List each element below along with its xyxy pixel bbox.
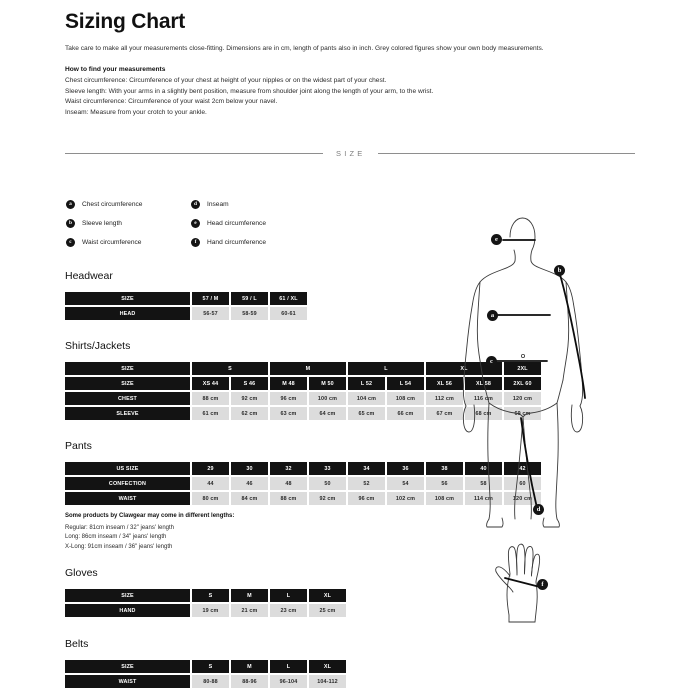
headwear-title: Headwear — [65, 270, 113, 282]
how-to-line-inseam: Inseam: Measure from your crotch to your ankle. — [65, 109, 207, 116]
table-row — [65, 675, 346, 688]
table-row — [65, 589, 346, 602]
pants-confection-6: 56 — [426, 477, 463, 490]
belts-title: Belts — [65, 638, 89, 650]
headwear-size-0: 57 / M — [192, 292, 229, 305]
shirts-group-xl: XL — [426, 362, 502, 375]
shirts-chest-6: 112 cm — [426, 392, 463, 405]
hand-diagram — [485, 540, 565, 635]
headwear-table — [63, 290, 309, 322]
page-header — [65, 10, 635, 119]
marker-a-icon: a — [66, 200, 75, 209]
shirts-size-0: XS 44 — [192, 377, 229, 390]
shirts-group-2xl: 2XL — [504, 362, 541, 375]
pants-confection-2: 48 — [270, 477, 307, 490]
shirts-size-6: XL 56 — [426, 377, 463, 390]
legend-column-1 — [66, 200, 191, 247]
pants-confection-0: 44 — [192, 477, 229, 490]
pants-waist-7: 114 cm — [465, 492, 502, 505]
shirts-size-4: L 52 — [348, 377, 385, 390]
gloves-hand-3: 25 cm — [309, 604, 346, 617]
shirts-title: Shirts/Jackets — [65, 340, 131, 352]
legend-label-chest: Chest circumference — [82, 201, 143, 208]
shirts-group-l: L — [348, 362, 424, 375]
legend-label-waist: Waist circumference — [82, 239, 142, 246]
shirts-chest-1: 92 cm — [231, 392, 268, 405]
shirts-sleeve-1: 62 cm — [231, 407, 268, 420]
pants-size-label: US SIZE — [65, 462, 190, 475]
gloves-hand-2: 23 cm — [270, 604, 307, 617]
shirts-size-label: SIZE — [65, 362, 190, 375]
pants-waist-2: 88 cm — [270, 492, 307, 505]
hand-outline-icon — [485, 540, 565, 630]
shirts-chest-8: 120 cm — [504, 392, 541, 405]
shirts-chest-2: 96 cm — [270, 392, 307, 405]
gloves-hand-1: 21 cm — [231, 604, 268, 617]
marker-f-icon: f — [191, 238, 200, 247]
pants-size-3: 33 — [309, 462, 346, 475]
pants-waist-6: 108 cm — [426, 492, 463, 505]
legend-item-sleeve — [66, 219, 191, 228]
pants-row-label-confection: CONFECTION — [65, 477, 190, 490]
page-title: Sizing Chart — [65, 10, 186, 33]
gloves-size-0: S — [192, 589, 229, 602]
lengths-note-title: Some products by Clawgear may come in different lengths: — [65, 513, 235, 519]
table-row — [65, 660, 346, 673]
how-to-find-block — [65, 66, 635, 119]
pants-size-0: 29 — [192, 462, 229, 475]
marker-b-icon: b — [66, 219, 75, 228]
pants-title: Pants — [65, 440, 92, 452]
belts-waist-2: 96-104 — [270, 675, 307, 688]
pants-confection-8: 60 — [504, 477, 541, 490]
legend-item-head — [191, 219, 266, 228]
how-to-line-waist: Waist circumference: Circumference of your waist 2cm below your navel. — [65, 98, 278, 106]
legend-item-hand — [191, 238, 266, 247]
shirts-sleeve-2: 63 cm — [270, 407, 307, 420]
headwear-head-2: 60-61 — [270, 307, 307, 320]
body-outline-icon — [455, 210, 590, 530]
gloves-size-label: SIZE — [65, 589, 190, 602]
headwear-row-label-head: HEAD — [65, 307, 190, 320]
pants-waist-4: 96 cm — [348, 492, 385, 505]
intro-paragraph: Take care to make all your measurements close-fitting. Dimensions are in cm, length of pants also in inch. Grey colored figures show your own body measurements. — [65, 45, 544, 53]
gloves-size-3: XL — [309, 589, 346, 602]
headwear-head-1: 58-59 — [231, 307, 268, 320]
section-gloves — [65, 567, 348, 619]
belts-size-label: SIZE — [65, 660, 190, 673]
belts-waist-3: 104-112 — [309, 675, 346, 688]
body-marker-e: e — [491, 234, 502, 245]
shirts-sleeve-7: 68 cm — [465, 407, 502, 420]
how-to-line-chest: Chest circumference: Circumference of your chest at height of your nipples or on the widest part of your chest. — [65, 76, 387, 84]
shirts-sleeve-6: 67 cm — [426, 407, 463, 420]
pants-waist-8: 120 cm — [504, 492, 541, 505]
shirts-size-2: M 48 — [270, 377, 307, 390]
legend-column-2 — [191, 200, 266, 247]
legend-item-inseam — [191, 200, 266, 209]
shirts-sleeve-4: 65 cm — [348, 407, 385, 420]
gloves-size-2: L — [270, 589, 307, 602]
headwear-size-1: 59 / L — [231, 292, 268, 305]
shirts-size-8: 2XL 60 — [504, 377, 541, 390]
marker-c-icon: c — [66, 238, 75, 247]
headwear-head-0: 56-57 — [192, 307, 229, 320]
shirts-chest-3: 100 cm — [309, 392, 346, 405]
legend-item-waist — [66, 238, 191, 247]
pants-size-7: 40 — [465, 462, 502, 475]
section-headwear — [65, 270, 309, 322]
size-divider — [65, 146, 635, 160]
marker-d-icon: d — [191, 200, 200, 209]
belts-row-label-waist: WAIST — [65, 675, 190, 688]
belts-waist-1: 88-96 — [231, 675, 268, 688]
gloves-hand-0: 19 cm — [192, 604, 229, 617]
gloves-size-1: M — [231, 589, 268, 602]
pants-size-1: 30 — [231, 462, 268, 475]
legend-label-inseam: Inseam — [207, 201, 229, 208]
belts-size-0: S — [192, 660, 229, 673]
body-diagram — [455, 210, 590, 535]
shirts-chest-5: 108 cm — [387, 392, 424, 405]
shirts-sleeve-8: 69 cm — [504, 407, 541, 420]
pants-confection-5: 54 — [387, 477, 424, 490]
table-row — [65, 307, 307, 320]
body-marker-c: c — [486, 356, 497, 367]
how-to-line-sleeve: Sleeve length: With your arms in a slightly bent position, measure from shoulder joint along the length of your arm, to the wrist. — [65, 87, 434, 95]
headwear-size-label: SIZE — [65, 292, 190, 305]
shirts-size-label-2: SIZE — [65, 377, 190, 390]
shirts-group-m: M — [270, 362, 346, 375]
lengths-note — [65, 513, 365, 552]
lengths-note-regular: Regular: 81cm inseam / 32" jeans' length — [65, 525, 175, 531]
pants-waist-3: 92 cm — [309, 492, 346, 505]
shirts-row-label-sleeve: SLEEVE — [65, 407, 190, 420]
belts-waist-0: 80-88 — [192, 675, 229, 688]
pants-confection-7: 58 — [465, 477, 502, 490]
headwear-size-2: 61 / XL — [270, 292, 307, 305]
divider-rule-right — [378, 153, 635, 154]
belts-size-2: L — [270, 660, 307, 673]
shirts-size-7: XL 58 — [465, 377, 502, 390]
legend-label-sleeve: Sleeve length — [82, 220, 122, 227]
body-marker-a: a — [487, 310, 498, 321]
belts-size-3: XL — [309, 660, 346, 673]
divider-rule-left — [65, 153, 323, 154]
shirts-chest-7: 116 cm — [465, 392, 502, 405]
pants-size-8: 42 — [504, 462, 541, 475]
shirts-chest-0: 88 cm — [192, 392, 229, 405]
lengths-note-xlong: X-Long: 91cm inseam / 36" jeans' length — [65, 543, 173, 550]
body-marker-d: d — [533, 504, 544, 515]
pants-size-4: 34 — [348, 462, 385, 475]
shirts-sleeve-3: 64 cm — [309, 407, 346, 420]
shirts-row-label-chest: CHEST — [65, 392, 190, 405]
pants-waist-1: 84 cm — [231, 492, 268, 505]
pants-confection-4: 52 — [348, 477, 385, 490]
pants-confection-3: 50 — [309, 477, 346, 490]
pants-waist-0: 80 cm — [192, 492, 229, 505]
pants-size-5: 36 — [387, 462, 424, 475]
how-to-find-title: How to find your measurements — [65, 65, 166, 73]
shirts-size-3: M 50 — [309, 377, 346, 390]
lengths-note-long: Long: 86cm inseam / 34" jeans' length — [65, 534, 167, 541]
hand-marker-f: f — [537, 579, 548, 590]
pants-size-6: 38 — [426, 462, 463, 475]
measurement-legend — [66, 200, 366, 247]
gloves-title: Gloves — [65, 567, 98, 579]
legend-label-head: Head circumference — [207, 220, 267, 227]
shirts-chest-4: 104 cm — [348, 392, 385, 405]
pants-confection-1: 46 — [231, 477, 268, 490]
marker-e-icon: e — [191, 219, 200, 228]
shirts-group-s: S — [192, 362, 268, 375]
section-belts — [65, 638, 348, 690]
gloves-row-label-hand: HAND — [65, 604, 190, 617]
shirts-size-5: L 54 — [387, 377, 424, 390]
belts-table — [63, 658, 348, 690]
divider-label: SIZE — [336, 148, 366, 158]
pants-row-label-waist: WAIST — [65, 492, 190, 505]
pants-size-2: 32 — [270, 462, 307, 475]
legend-label-hand: Hand circumference — [207, 239, 267, 246]
shirts-sleeve-5: 66 cm — [387, 407, 424, 420]
table-row — [65, 292, 307, 305]
legend-item-chest — [66, 200, 191, 209]
belts-size-1: M — [231, 660, 268, 673]
shirts-sleeve-0: 61 cm — [192, 407, 229, 420]
shirts-size-1: S 46 — [231, 377, 268, 390]
table-row — [65, 604, 346, 617]
gloves-table — [63, 587, 348, 619]
pants-waist-5: 102 cm — [387, 492, 424, 505]
body-marker-b: b — [554, 265, 565, 276]
